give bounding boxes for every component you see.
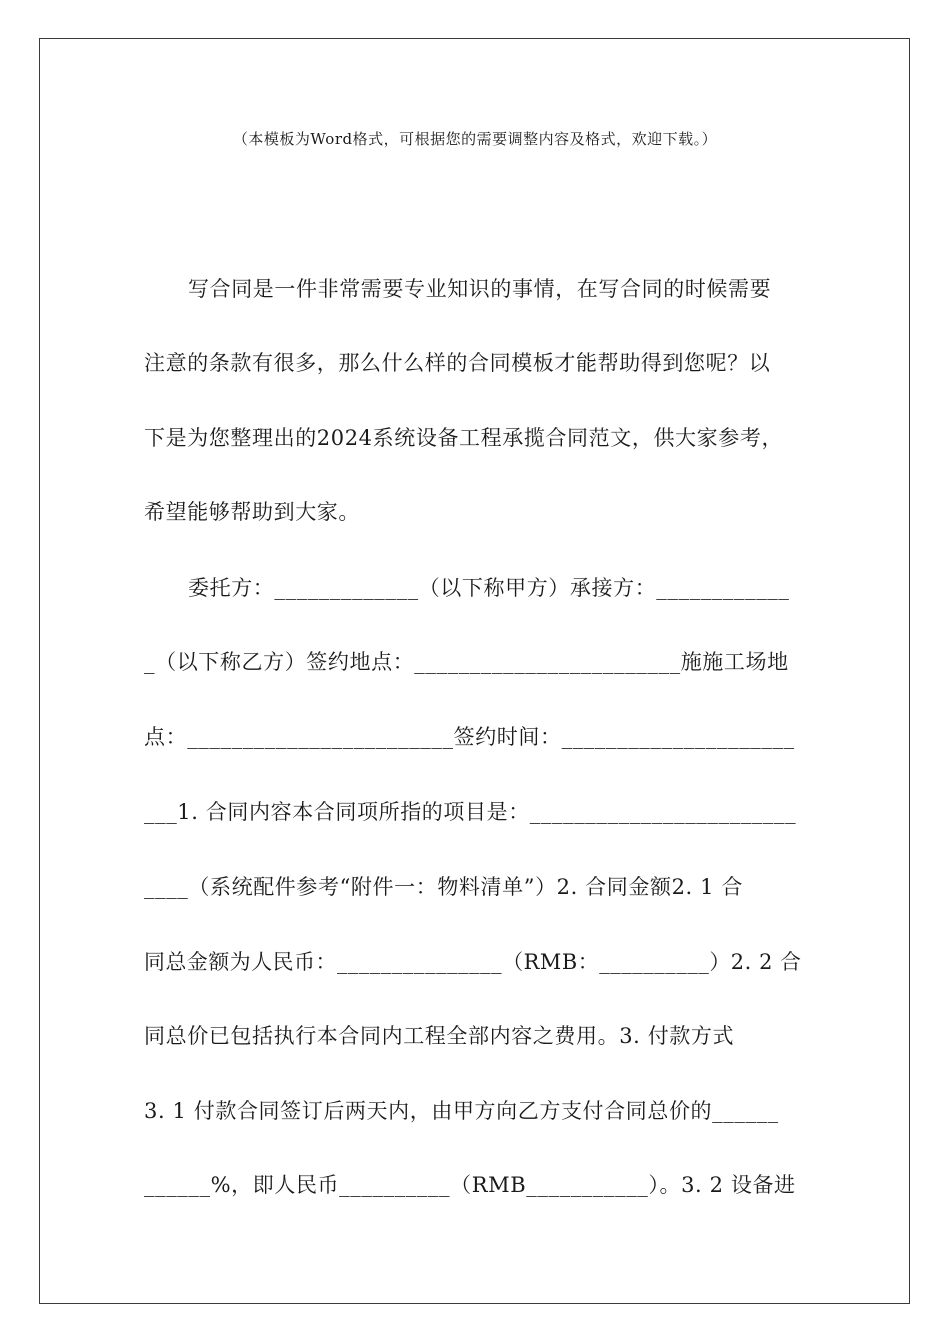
paragraph-line: ___1. 合同内容本合同项所指的项目是：________________________: [144, 800, 797, 824]
paragraph-line: 同总价已包括执行本合同内工程全部内容之费用。3. 付款方式: [144, 1024, 735, 1048]
template-header-note: （本模板为Word格式，可根据您的需要调整内容及格式，欢迎下载。）: [232, 130, 718, 148]
paragraph-line: ______%，即人民币__________（RMB___________）。3. 2 设备进: [144, 1173, 796, 1197]
paragraph-line: 同总金额为人民币：_______________（RMB：__________）2. 2 合: [144, 950, 802, 974]
paragraph-line: _（以下称乙方）签约地点：________________________施施工场地: [144, 650, 789, 674]
paragraph-line: 3. 1 付款合同签订后两天内，由甲方向乙方支付合同总价的______: [144, 1099, 779, 1123]
paragraph-line: 希望能够帮助到大家。: [144, 500, 360, 524]
paragraph-line: ____（系统配件参考“附件一：物料清单”）2. 合同金额2. 1 合: [144, 875, 743, 899]
paragraph-line: 下是为您整理出的2024系统设备工程承揽合同范文，供大家参考，: [144, 426, 784, 450]
paragraph-line: 委托方：_____________（以下称甲方）承接方：____________: [188, 576, 790, 600]
paragraph-line: 写合同是一件非常需要专业知识的事情，在写合同的时候需要: [188, 277, 772, 301]
paragraph-line: 点：________________________签约时间：_____________________: [144, 725, 795, 749]
paragraph-line: 注意的条款有很多，那么什么样的合同模板才能帮助得到您呢？以: [144, 351, 771, 375]
